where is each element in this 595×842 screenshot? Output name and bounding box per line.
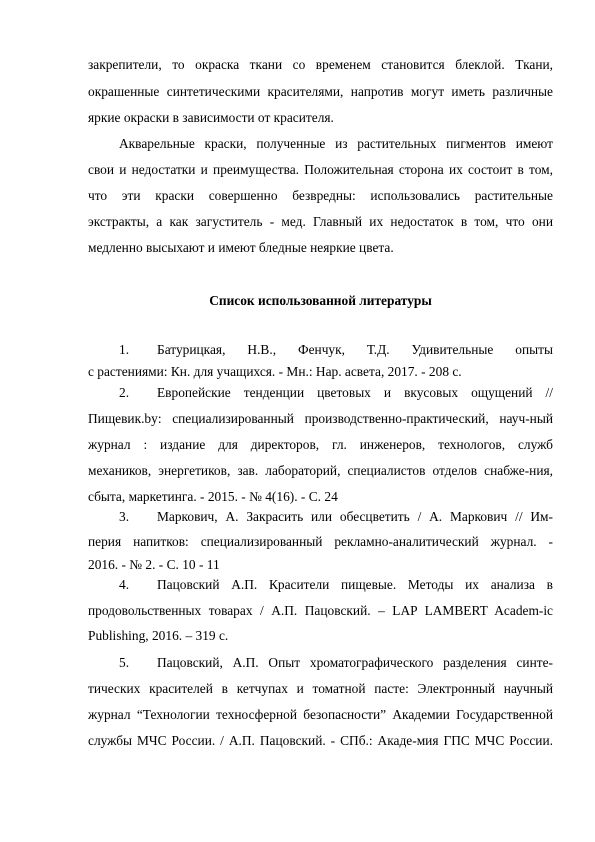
reference-5-line-3: журнал “Технологии техносферной безопасности” Академии Государственной bbox=[88, 707, 553, 722]
reference-2-number: 2. bbox=[119, 385, 130, 400]
reference-5-line-2: тических красителей в кетчупах и томатной пасте: Электронный научный bbox=[88, 681, 553, 696]
reference-2-line-4: механиков, энергетиков, зав. лабораторий, специалистов отделов снабже-ния, bbox=[88, 463, 553, 478]
reference-2-line-5: сбыта, маркетинга. - 2015. - № 4(16). - С. 24 bbox=[88, 489, 338, 504]
reference-3-number: 3. bbox=[119, 509, 130, 524]
reference-2-line-3: журнал : издание для директоров, гл. инженеров, технологов, служб bbox=[88, 437, 553, 452]
reference-3-line-1: Маркович, А. Закрасить или обесцветить / А. Маркович // Им- bbox=[157, 509, 553, 524]
reference-5-line-4: службы МЧС России. / А.П. Пацовский. - СПб.: Акаде-мия ГПС МЧС России. bbox=[88, 733, 553, 748]
references-heading: Список использованной литературы bbox=[209, 293, 432, 308]
reference-3-line-2: перия напитков: специализированный рекламно-аналитический журнал. - bbox=[88, 534, 553, 549]
reference-3-line-3: 2016. - № 2. - С. 10 - 11 bbox=[88, 557, 220, 572]
reference-5-line-1: Пацовский, А.П. Опыт хроматографического разделения синте- bbox=[157, 655, 553, 670]
paragraph-2-line-1: Акварельные краски, полученные из растительных пигментов имеют bbox=[119, 136, 553, 151]
paragraph-2-line-5: медленно высыхают и имеют бледные неяркие цвета. bbox=[88, 240, 394, 255]
paragraph-1-line-3: яркие окраски в зависимости от красителя. bbox=[88, 110, 334, 125]
reference-5-number: 5. bbox=[119, 655, 130, 670]
reference-4-line-1: Пацовский А.П. Красители пищевые. Методы их анализа в bbox=[157, 577, 553, 592]
reference-2-line-1: Европейские тенденции цветовых и вкусовых ощущений // bbox=[157, 385, 553, 400]
paragraph-2-line-4: экстракты, а как загуститель - мед. Главный их недостаток в том, что они bbox=[88, 214, 553, 229]
reference-4-line-3: Publishing, 2016. – 319 с. bbox=[88, 628, 229, 643]
paragraph-1-line-1: закрепители, то окраска ткани со временем становится блеклой. Ткани, bbox=[88, 57, 553, 72]
reference-1-line-2: с растениями: Кн. для учащихся. - Мн.: Нар. асвета, 2017. - 208 с. bbox=[88, 364, 462, 379]
reference-1-line-1: Батурицкая, Н.В., Фенчук, Т.Д. Удивительные опыты bbox=[157, 342, 553, 357]
paragraph-1-line-2: окрашенные синтетическими красителями, напротив могут иметь различные bbox=[88, 84, 553, 99]
paragraph-2-line-3: что эти краски совершенно безвредны: использовались растительные bbox=[88, 188, 553, 203]
reference-2-line-2: Пищевик.by: специализированный производственно-практический, науч-ный bbox=[88, 411, 553, 426]
reference-4-line-2: продовольственных товарах / А.П. Пацовский. – LAP LAMBERT Academ-ic bbox=[88, 603, 553, 618]
reference-1-number: 1. bbox=[119, 342, 130, 357]
paragraph-2-line-2: свои и недостатки и преимущества. Положительная сторона их состоит в том, bbox=[88, 162, 553, 177]
reference-4-number: 4. bbox=[119, 577, 130, 592]
